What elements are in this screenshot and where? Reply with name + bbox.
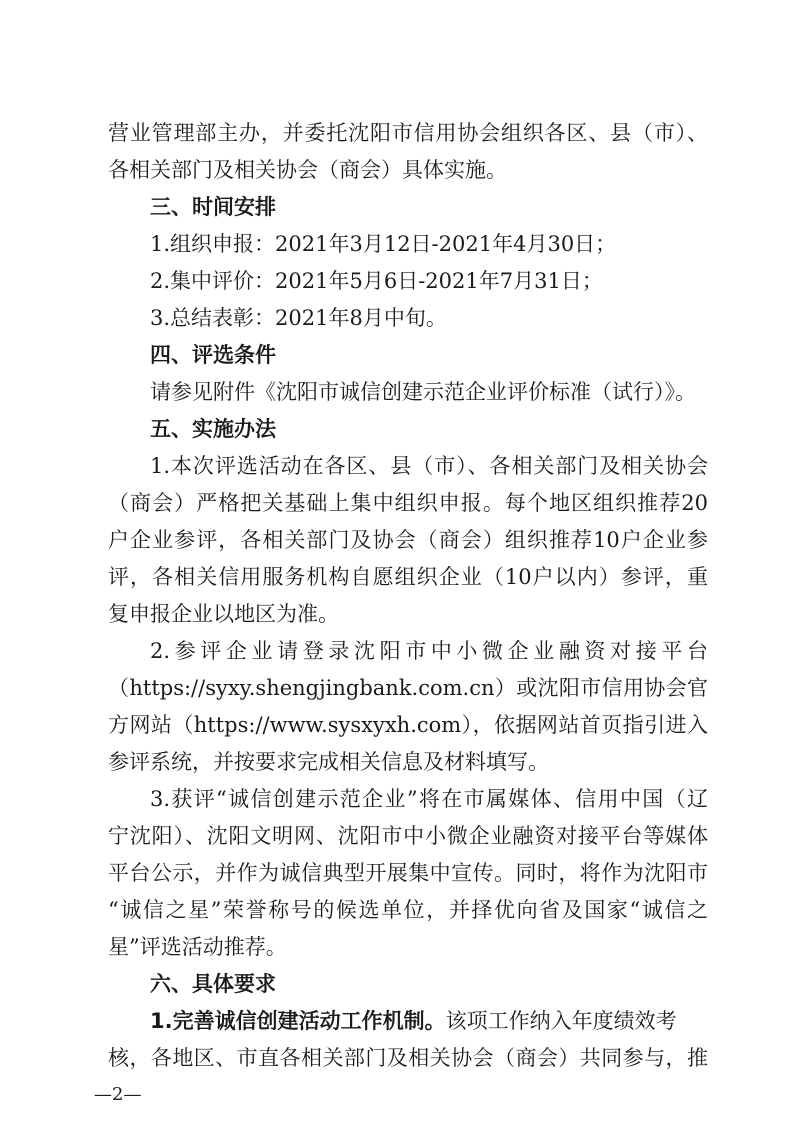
text-line: 3.获评“诚信创建示范企业”将在市属媒体、信用中国（辽 (150, 787, 708, 811)
text-line: 请参见附件《沈阳市诚信创建示范企业评价标准（试行）》。 (150, 380, 696, 404)
text-line: 宁沈阳）、沈阳文明网、沈阳市中小微企业融资对接平台等媒体 (108, 824, 708, 848)
text-line: （商会）严格把关基础上集中组织申报。每个地区组织推荐20 (108, 491, 708, 515)
text-line: 方网站（https://www.sysxyxh.com），依据网站首页指引进入 (108, 713, 708, 737)
text-line: 星”评选活动推荐。 (108, 935, 287, 959)
text-line: 2.参评企业请登录沈阳市中小微企业融资对接平台 (150, 639, 708, 663)
text-line: 营业管理部主办，并委托沈阳市信用协会组织各区、县（市）、 (108, 121, 708, 145)
section-heading: 六、具体要求 (150, 972, 276, 996)
text-line: 平台公示，并作为诚信典型开展集中宣传。同时，将作为沈阳市 (108, 861, 708, 885)
text-line: 1.组织申报：2021年3月12日-2021年4月30日； (150, 232, 617, 256)
text-line: 3.总结表彰：2021年8月中旬。 (150, 306, 447, 330)
section-heading: 三、时间安排 (150, 195, 276, 219)
bold-lead: 1.完善诚信创建活动工作机制。 (150, 1009, 446, 1033)
text-line: 评，各相关信用服务机构自愿组织企业（10户以内）参评，重 (108, 565, 708, 589)
section-heading: 五、实施办法 (150, 417, 276, 441)
text-line: 户企业参评，各相关部门及协会（商会）组织推荐10户企业参 (108, 528, 708, 552)
text-line: “诚信之星”荣誉称号的候选单位，并择优向省及国家“诚信之 (108, 898, 708, 922)
text-line: 2.集中评价：2021年5月6日-2021年7月31日； (150, 269, 603, 293)
text-line: 核，各地区、市直各相关部门及相关协会（商会）共同参与，推 (108, 1046, 708, 1070)
section-heading: 四、评选条件 (150, 343, 276, 367)
text-line: 复申报企业以地区为准。 (108, 602, 339, 626)
page-number: —2— (94, 1084, 142, 1105)
text-line (150, 1006, 708, 1036)
text-line: （https://syxy.shengjingbank.com.cn）或沈阳市信用协会官 (108, 676, 708, 700)
text-line: 参评系统，并按要求完成相关信息及材料填写。 (108, 750, 549, 774)
text-line: 1.本次评选活动在各区、县（市）、各相关部门及相关协会 (150, 454, 708, 478)
text-run: 该项工作纳入年度绩效考 (445, 1009, 677, 1033)
text-line: 各相关部门及相关协会（商会）具体实施。 (108, 158, 507, 182)
